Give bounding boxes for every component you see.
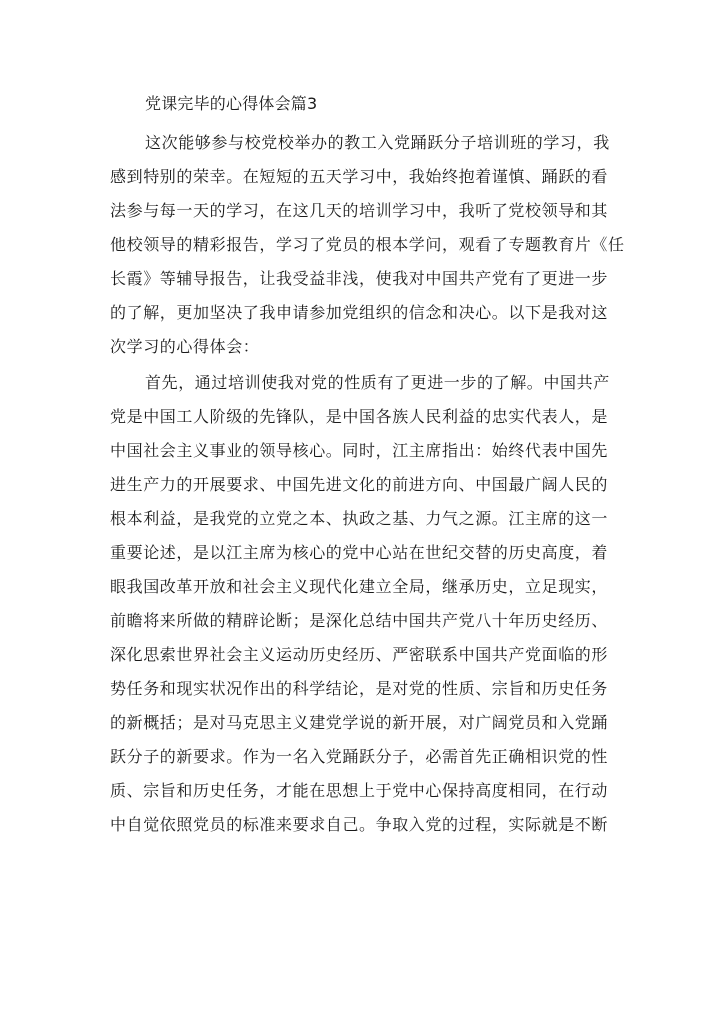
- paragraph-line: 眼我国改革开放和社会主义现代化建立全局，继承历史，立足现实，: [110, 577, 609, 596]
- paragraph-line: 长霞》等辅导报告，让我受益非浅，使我对中国共产党有了更进一步: [110, 269, 609, 288]
- paragraph-line: 前瞻将来所做的精辟论断；是深化总结中国共产党八十年历史经历、: [110, 611, 609, 630]
- paragraph-line: 根本利益，是我党的立党之本、执政之基、力气之源。江主席的这一: [110, 509, 609, 528]
- paragraph-line: 跃分子的新要求。作为一名入党踊跃分子，必需首先正确相识党的性: [110, 747, 609, 766]
- paragraph-line: 的了解，更加坚决了我申请参加党组织的信念和决心。以下是我对这: [110, 303, 609, 322]
- paragraph-line: 感到特别的荣幸。在短短的五天学习中，我始终抱着谨慎、踊跃的看: [110, 167, 609, 186]
- paragraph-line: 势任务和现实状况作出的科学结论，是对党的性质、宗旨和历史任务: [110, 679, 609, 698]
- paragraph-line: 法参与每一天的学习，在这几天的培训学习中，我听了党校领导和其: [110, 201, 609, 220]
- document-title: 党课完毕的心得体会篇3: [145, 94, 318, 113]
- paragraph-line: 首先，通过培训使我对党的性质有了更进一步的了解。中国共产: [145, 373, 610, 392]
- paragraph-line: 深化思索世界社会主义运动历史经历、严密联系中国共产党面临的形: [110, 645, 609, 664]
- paragraph-line: 党是中国工人阶级的先锋队，是中国各族人民利益的忠实代表人，是: [110, 407, 609, 426]
- paragraph-line: 他校领导的精彩报告，学习了党员的根本学问，观看了专题教育片《任: [110, 235, 625, 254]
- paragraph-line: 质、宗旨和历史任务，才能在思想上于党中心保持高度相同，在行动: [110, 781, 609, 800]
- paragraph-line: 中自觉依照党员的标准来要求自己。争取入党的过程，实际就是不断: [110, 815, 609, 834]
- paragraph-line: 次学习的心得体会：: [110, 337, 260, 356]
- paragraph-line: 这次能够参与校党校举办的教工入党踊跃分子培训班的学习，我: [145, 133, 610, 152]
- paragraph-line: 中国社会主义事业的领导核心。同时，江主席指出：始终代表中国先: [110, 441, 609, 460]
- paragraph-line: 的新概括；是对马克思主义建党学说的新开展，对广阔党员和入党踊: [110, 713, 609, 732]
- paragraph-line: 进生产力的开展要求、中国先进文化的前进方向、中国最广阔人民的: [110, 475, 609, 494]
- paragraph-line: 重要论述，是以江主席为核心的党中心站在世纪交替的历史高度，着: [110, 543, 609, 562]
